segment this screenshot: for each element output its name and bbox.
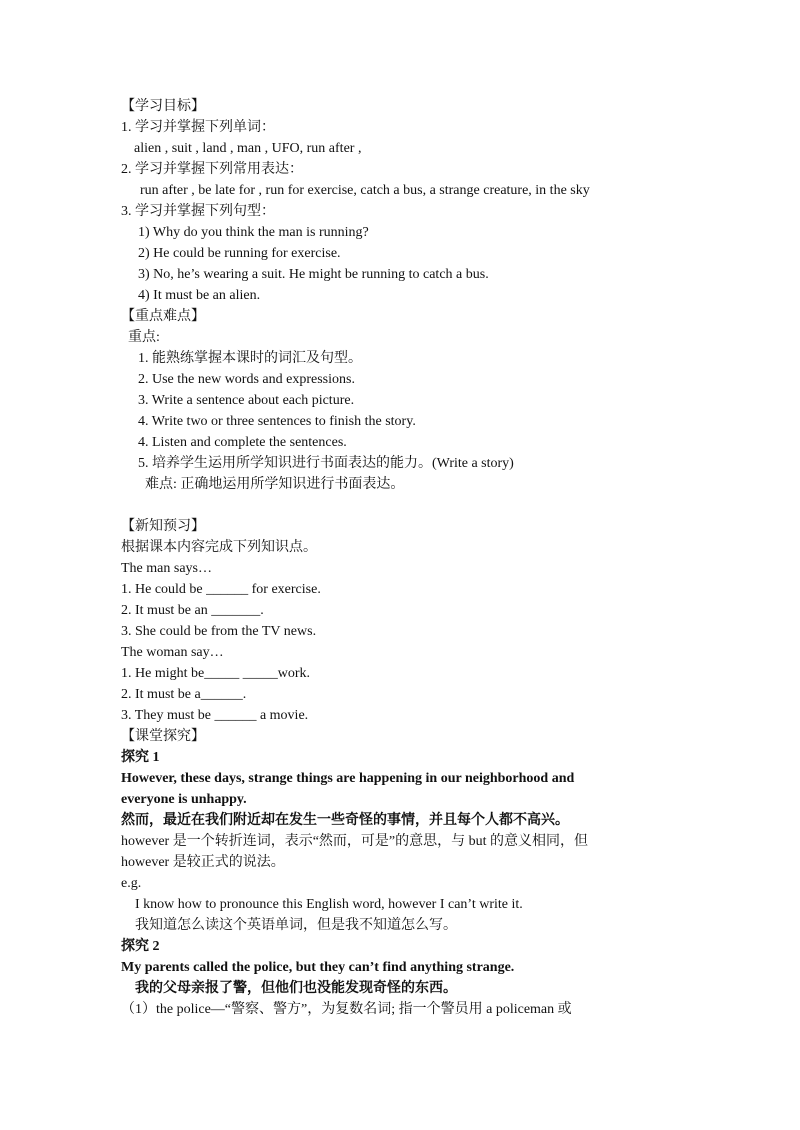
- explanation-2: （1）the police—“警察、警方”，为复数名词; 指一个警员用 a policeman 或: [121, 1002, 572, 1017]
- man-item: 1. He could be ______ for exercise.: [121, 582, 321, 597]
- explore-1-english: However, these days, strange things are happening in our neighborhood and: [121, 771, 575, 786]
- man-item: 2. It must be an _______.: [121, 603, 264, 618]
- keypoint-item: 5. 培养学生运用所学知识进行书面表达的能力。(Write a story): [138, 456, 514, 471]
- explore-1-title: 探究 1: [121, 750, 160, 765]
- objective-item-1: 1. 学习并掌握下列单词：: [121, 120, 275, 135]
- example-english: I know how to pronounce this English word, however I can’t write it.: [135, 897, 523, 912]
- explore-1-chinese: 然而，最近在我们附近却在发生一些奇怪的事情，并且每个人都不高兴。: [121, 813, 569, 828]
- keypoints-heading: 【重点难点】: [121, 309, 205, 324]
- keypoint-item: 3. Write a sentence about each picture.: [138, 393, 355, 408]
- sentence-1: 1) Why do you think the man is running?: [138, 225, 369, 240]
- explore-2-english: My parents called the police, but they can’t find anything strange.: [121, 960, 515, 975]
- keypoint-item: 4. Listen and complete the sentences.: [138, 435, 347, 450]
- keypoint-item: 1. 能熟练掌握本课时的词汇及句型。: [138, 351, 362, 366]
- objective-item-3: 3. 学习并掌握下列句型：: [121, 204, 275, 219]
- objective-item-2: 2. 学习并掌握下列常用表达：: [121, 162, 303, 177]
- woman-item: 1. He might be_____ _____work.: [121, 666, 310, 681]
- explanation-1: however 是一个转折连词，表示“然而，可是”的意思，与 but 的意义相同，但: [121, 834, 589, 849]
- explore-2-title: 探究 2: [121, 939, 160, 954]
- objective-words: alien , suit , land , man , UFO, run after ,: [134, 141, 362, 156]
- woman-item: 2. It must be a______.: [121, 687, 247, 702]
- explore-heading: 【课堂探究】: [121, 729, 205, 744]
- man-item: 3. She could be from the TV news.: [121, 624, 317, 639]
- sentence-2: 2) He could be running for exercise.: [138, 246, 341, 261]
- preview-intro: 根据课本内容完成下列知识点。: [121, 540, 317, 555]
- man-says: The man says…: [121, 561, 212, 576]
- woman-item: 3. They must be ______ a movie.: [121, 708, 309, 723]
- keypoint-item: 2. Use the new words and expressions.: [138, 372, 355, 387]
- keypoint-item: 4. Write two or three sentences to finish the story.: [138, 414, 416, 429]
- preview-heading: 【新知预习】: [121, 519, 205, 534]
- key-label: 重点:: [128, 330, 160, 345]
- sentence-4: 4) It must be an alien.: [138, 288, 261, 303]
- difficult-point: 难点: 正确地运用所学知识进行书面表达。: [145, 477, 405, 492]
- explanation-1: however 是较正式的说法。: [121, 855, 285, 870]
- objective-expressions: run after , be late for , run for exercise, catch a bus, a strange creature, in the sky: [140, 183, 590, 198]
- example-label: e.g.: [121, 876, 142, 891]
- explore-2-chinese: 我的父母亲报了警，但他们也没能发现奇怪的东西。: [135, 981, 457, 996]
- explore-1-english: everyone is unhappy.: [121, 792, 247, 807]
- example-chinese: 我知道怎么读这个英语单词，但是我不知道怎么写。: [135, 918, 457, 933]
- objectives-heading: 【学习目标】: [121, 99, 205, 114]
- woman-says: The woman say…: [121, 645, 224, 660]
- sentence-3: 3) No, he’s wearing a suit. He might be running to catch a bus.: [138, 267, 489, 282]
